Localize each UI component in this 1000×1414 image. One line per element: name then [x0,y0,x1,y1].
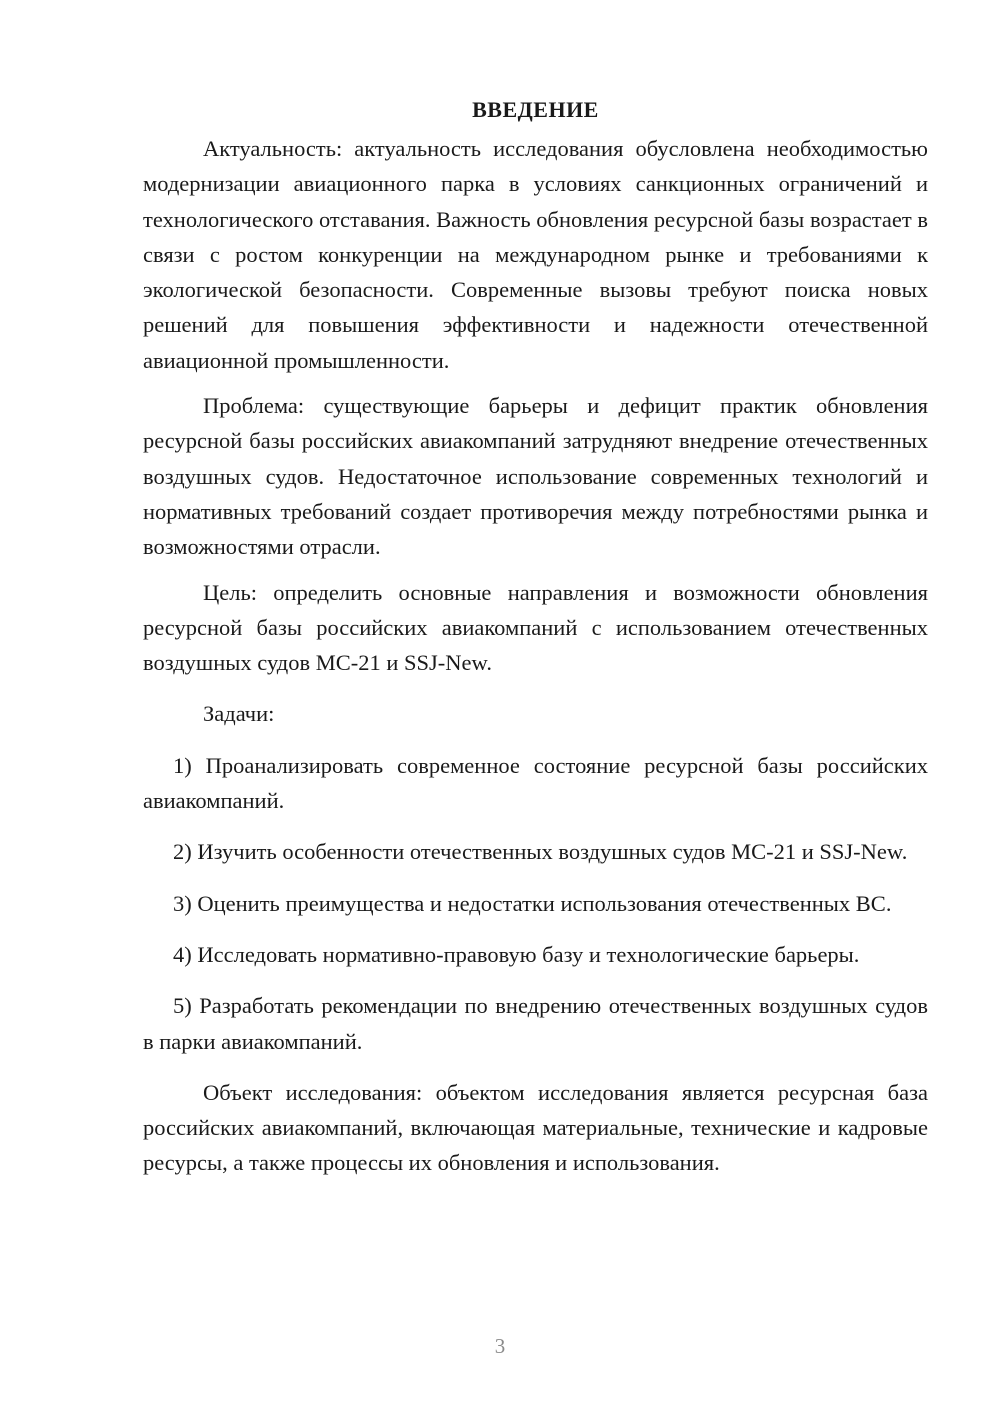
task-item: 4) Исследовать нормативно-правовую базу и технологические барьеры. [173,941,860,967]
paragraph-relevance: Актуальность: актуальность исследования обусловлена необходимостью модернизации авиационного парка в условиях санкционных ограничений и технологического отставания. Важность обновления ресурсной базы возрастает в связи с ростом конкуренции на международном рынке и требованиями к экологической безопасности. Современные вызовы требуют поиска новых решений для повышения эффективности и надежности отечественной авиационной промышленности. [143,136,928,373]
task-item: 1) Проанализировать современное состояние ресурсной базы российских авиакомпаний. [143,752,928,814]
section-title: ВВЕДЕНИЕ [472,97,599,122]
tasks-heading: Задачи: [203,701,275,727]
page-number: 3 [494,1334,506,1358]
paragraph-object: Объект исследования: объектом исследования является ресурсная база российских авиакомпаний, включающая материальные, технические и кадровые ресурсы, а также процессы их обновления и использования. [143,1079,928,1176]
document-page [143,92,928,1181]
paragraph-problem: Проблема: существующие барьеры и дефицит практик обновления ресурсной базы российских авиакомпаний затрудняют внедрение отечественных воздушных судов. Недостаточное использование современных технологий и нормативных требований создает противоречия между потребностями рынка и возможностями отрасли. [143,393,928,560]
task-item: 3) Оценить преимущества и недостатки использования отечественных ВС. [173,890,892,916]
task-item: 5) Разработать рекомендации по внедрению отечественных воздушных судов в парки авиакомпаний. [143,993,928,1054]
paragraph-goal: Цель: определить основные направления и возможности обновления ресурсной базы российских авиакомпаний с использованием отечественных воздушных судов МС-21 и SSJ-New. [143,579,928,676]
task-item: 2) Изучить особенности отечественных воздушных судов МС-21 и SSJ-New. [173,839,908,865]
